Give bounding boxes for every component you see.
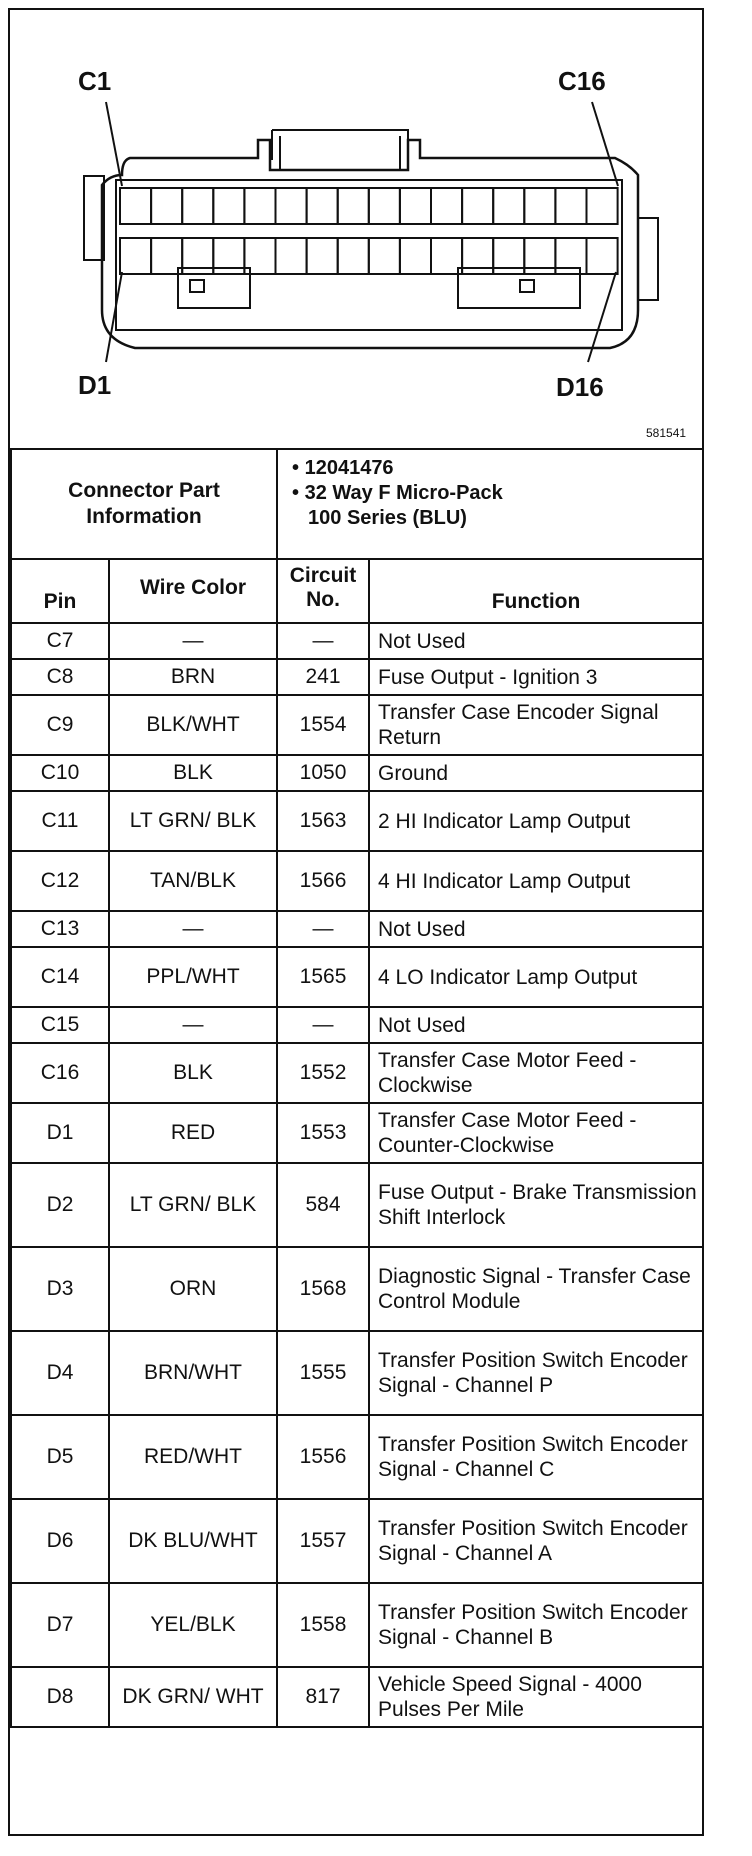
pin-cell-c4 <box>213 188 244 224</box>
wire-color-cell: — <box>109 1007 277 1043</box>
connector-info-title-text: Connector Part Information <box>68 479 220 528</box>
wire-color-cell: TAN/BLK <box>109 851 277 911</box>
pin-cell-c13 <box>493 188 524 224</box>
circuit-cell: 1558 <box>277 1583 369 1667</box>
circuit-cell: 1555 <box>277 1331 369 1415</box>
label-d1: D1 <box>78 370 112 400</box>
wire-color-cell: BRN/WHT <box>109 1331 277 1415</box>
function-cell: Not Used <box>369 623 703 659</box>
pin-cell-c3 <box>182 188 213 224</box>
connector-info-row <box>11 449 703 559</box>
pin-cell: C7 <box>11 623 109 659</box>
pin-cell: C13 <box>11 911 109 947</box>
header-circuit: Circuit No. <box>277 559 369 623</box>
function-cell: 2 HI Indicator Lamp Output <box>369 791 703 851</box>
pin-cell: D7 <box>11 1583 109 1667</box>
header-wire-color: Wire Color <box>109 559 277 623</box>
table-row <box>11 1331 703 1415</box>
table-row <box>11 851 703 911</box>
table-row <box>11 791 703 851</box>
circuit-cell: 1554 <box>277 695 369 755</box>
connector-description-2: 100 Series (BLU) <box>308 507 467 529</box>
c16-leader <box>592 102 618 186</box>
circuit-cell: 1050 <box>277 755 369 791</box>
function-cell: Transfer Position Switch Encoder Signal - Channel C <box>369 1415 703 1499</box>
pin-cell-c2 <box>151 188 182 224</box>
pin-cell: D1 <box>11 1103 109 1163</box>
document-frame <box>8 8 704 1836</box>
table-row <box>11 947 703 1007</box>
function-cell: 4 LO Indicator Lamp Output <box>369 947 703 1007</box>
function-cell: Diagnostic Signal - Transfer Case Control Module <box>369 1247 703 1331</box>
wire-color-cell: RED <box>109 1103 277 1163</box>
pin-cell: D3 <box>11 1247 109 1331</box>
part-number: • 12041476 <box>292 457 394 479</box>
pin-cell-c12 <box>462 188 493 224</box>
header-function: Function <box>369 559 703 623</box>
wire-color-cell: ORN <box>109 1247 277 1331</box>
circuit-cell: 241 <box>277 659 369 695</box>
table-row <box>11 1043 703 1103</box>
circuit-cell: 1553 <box>277 1103 369 1163</box>
connector-figure <box>10 10 702 450</box>
table-row <box>11 623 703 659</box>
table-row <box>11 659 703 695</box>
wire-color-cell: BRN <box>109 659 277 695</box>
table-row <box>11 911 703 947</box>
d1-leader <box>106 272 122 362</box>
wire-color-cell: DK BLU/WHT <box>109 1499 277 1583</box>
table-row <box>11 1499 703 1583</box>
pin-cell: C9 <box>11 695 109 755</box>
table-row <box>11 1163 703 1247</box>
function-cell: Transfer Position Switch Encoder Signal - Channel B <box>369 1583 703 1667</box>
circuit-cell: 1563 <box>277 791 369 851</box>
circuit-cell: 1557 <box>277 1499 369 1583</box>
wire-color-cell: BLK/WHT <box>109 695 277 755</box>
connector-info-details <box>277 449 703 559</box>
circuit-cell: 1568 <box>277 1247 369 1331</box>
figure-id: 581541 <box>646 426 687 440</box>
pin-cell-c16 <box>587 188 618 224</box>
wire-color-cell: LT GRN/ BLK <box>109 1163 277 1247</box>
table-row <box>11 695 703 755</box>
function-cell: Fuse Output - Brake Transmission Shift Interlock <box>369 1163 703 1247</box>
pin-cell-d16 <box>587 238 618 274</box>
label-c1: C1 <box>78 66 112 96</box>
pin-cell: C8 <box>11 659 109 695</box>
pin-cell: C14 <box>11 947 109 1007</box>
pin-cell-c14 <box>524 188 555 224</box>
table-row <box>11 1667 703 1727</box>
pin-cell-d6 <box>276 238 307 274</box>
pin-cell-d9 <box>369 238 400 274</box>
pin-cell-c15 <box>555 188 586 224</box>
table-row <box>11 755 703 791</box>
pinout-table <box>10 448 704 1728</box>
wire-color-cell: DK GRN/ WHT <box>109 1667 277 1727</box>
label-d16: D16 <box>556 372 604 402</box>
pin-cell-d7 <box>307 238 338 274</box>
table-row <box>11 1007 703 1043</box>
label-c16: C16 <box>558 66 606 96</box>
pin-cell: D4 <box>11 1331 109 1415</box>
wire-color-cell: PPL/WHT <box>109 947 277 1007</box>
function-cell: Transfer Case Encoder Signal Return <box>369 695 703 755</box>
function-cell: Transfer Case Motor Feed - Clockwise <box>369 1043 703 1103</box>
wire-color-cell: — <box>109 911 277 947</box>
pin-cell-c6 <box>276 188 307 224</box>
function-cell: Not Used <box>369 911 703 947</box>
table-row <box>11 1583 703 1667</box>
c1-leader <box>106 102 122 186</box>
pin-cell-c11 <box>431 188 462 224</box>
function-cell: Transfer Case Motor Feed - Counter-Clockwise <box>369 1103 703 1163</box>
circuit-cell: — <box>277 623 369 659</box>
circuit-cell: — <box>277 911 369 947</box>
connector-info-title <box>11 449 277 559</box>
circuit-cell: 817 <box>277 1667 369 1727</box>
top-pin-row <box>120 188 618 224</box>
wire-color-cell: BLK <box>109 755 277 791</box>
wire-color-cell: RED/WHT <box>109 1415 277 1499</box>
function-cell: Vehicle Speed Signal - 4000 Pulses Per Mile <box>369 1667 703 1727</box>
pin-cell-c10 <box>400 188 431 224</box>
circuit-cell: 584 <box>277 1163 369 1247</box>
function-cell: Not Used <box>369 1007 703 1043</box>
pin-cell: C15 <box>11 1007 109 1043</box>
pin-cell-d10 <box>400 238 431 274</box>
pin-cell-c1 <box>120 188 151 224</box>
function-cell: Transfer Position Switch Encoder Signal - Channel P <box>369 1331 703 1415</box>
table-row <box>11 1415 703 1499</box>
pin-cell: C10 <box>11 755 109 791</box>
pin-cell: C12 <box>11 851 109 911</box>
table-header-row <box>11 559 703 623</box>
header-pin: Pin <box>11 559 109 623</box>
pin-cell-d1 <box>120 238 151 274</box>
circuit-cell: 1566 <box>277 851 369 911</box>
pin-cell: D2 <box>11 1163 109 1247</box>
circuit-cell: 1556 <box>277 1415 369 1499</box>
wire-color-cell: LT GRN/ BLK <box>109 791 277 851</box>
wire-color-cell: YEL/BLK <box>109 1583 277 1667</box>
pin-cell: C16 <box>11 1043 109 1103</box>
function-cell: Ground <box>369 755 703 791</box>
table-row <box>11 1103 703 1163</box>
pin-cell: D8 <box>11 1667 109 1727</box>
pin-cell: D6 <box>11 1499 109 1583</box>
table-row <box>11 1247 703 1331</box>
function-cell: Fuse Output - Ignition 3 <box>369 659 703 695</box>
pin-cell-c9 <box>369 188 400 224</box>
function-cell: Transfer Position Switch Encoder Signal - Channel A <box>369 1499 703 1583</box>
circuit-cell: — <box>277 1007 369 1043</box>
wire-color-cell: BLK <box>109 1043 277 1103</box>
pin-cell: C11 <box>11 791 109 851</box>
wire-color-cell: — <box>109 623 277 659</box>
pin-cell-d8 <box>338 238 369 274</box>
circuit-cell: 1565 <box>277 947 369 1007</box>
pin-cell-c7 <box>307 188 338 224</box>
circuit-cell: 1552 <box>277 1043 369 1103</box>
pin-cell-c8 <box>338 188 369 224</box>
connector-description-1: • 32 Way F Micro-Pack <box>292 482 503 504</box>
pin-cell: D5 <box>11 1415 109 1499</box>
pin-cell-c5 <box>244 188 275 224</box>
function-cell: 4 HI Indicator Lamp Output <box>369 851 703 911</box>
